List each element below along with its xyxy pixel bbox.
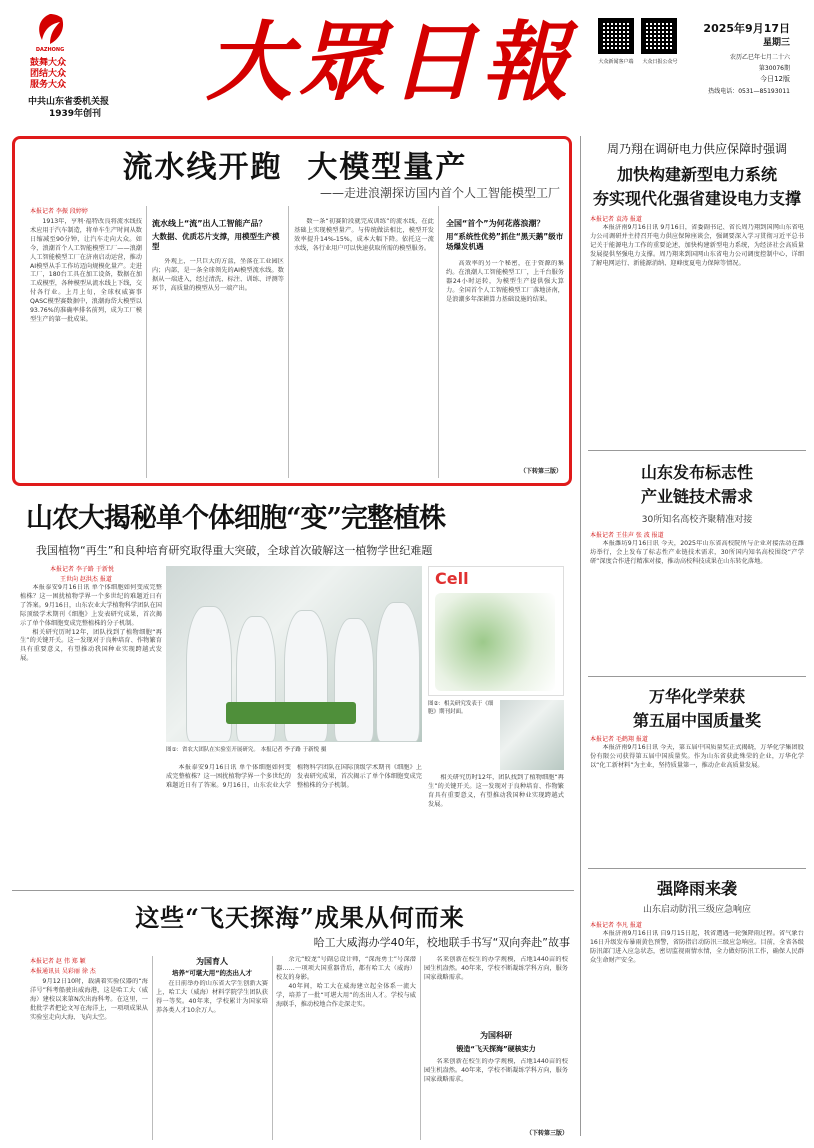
issue-number: 第30076期 (758, 65, 790, 72)
lead-col4: 高效率的另一个秘密，在于资源的集约。在浪潮人工智能模型工厂，上千台服务器24小时运转，为模型生产提供强大算力。全国首个人工智能模型工厂落地济南，是浪潮多年深耕算力基础设施的结果。 (446, 260, 564, 303)
date: 2025年9月17日 (703, 22, 790, 35)
right-quality-headline-2: 第五届中国质量奖 (632, 711, 761, 730)
right-mid-headline-2: 产业链技术需求 (640, 487, 753, 506)
bottom-col5-title: 为国科研 (480, 1031, 512, 1040)
bottom-col2-subtitle: 培养“可堪大用”的杰出人才 (171, 969, 253, 977)
slogan-1: 鼓舞大众 (30, 58, 67, 68)
right-mid-subheadline: 30所知名高校齐聚精准对接 (641, 515, 753, 525)
bottom-col5-top: 名来创新在校生的办学规模，占地1440亩的校园生机盎然。40年来，学校不断凝练学科方向，服务国家战略需求。 (424, 956, 568, 981)
bottom-continued[interactable]: （下转第三版） (525, 1130, 568, 1137)
agri-byline: 本报记者 李子路 于新悦 (50, 566, 114, 573)
lead-col4-subtitle: 用“系统性优势”抓住“黑天鹅”级市场爆发机遇 (446, 232, 564, 251)
cell-plant-image (435, 593, 555, 691)
right-mid-headline-1: 山东发布标志性 (640, 463, 753, 482)
lead-col2-subtitle: 大数据、优质芯片支撑，用模型生产模型 (152, 232, 280, 251)
bottom-col2-title: 为国育人 (196, 957, 228, 966)
right-top-byline: 本报记者 袁涛 报道 (590, 216, 642, 223)
qr-code-app-icon[interactable] (598, 18, 634, 54)
bottom-byline: 本报记者 赵 伟 郑 颖 (30, 958, 86, 965)
bottom-byline-2: 本报通讯员 吴彩丽 徐 杰 (30, 968, 96, 975)
right-rain-headline: 强降雨来袭 (656, 879, 737, 898)
lead-headline: 流水线开跑 大模型量产 (122, 150, 468, 185)
lead-continued[interactable]: （下转第三版） (519, 468, 562, 475)
researcher-portrait[interactable] (500, 700, 564, 770)
agri-body: 本报泰安9月16日讯 单个体细胞如何变成完整植株？这一困扰植物学界一个多世纪的难题近日有了答案。9月16日，山东农业大学植物科学团队在国际顶级学术期刊《细胞》上发表研究成果，首次揭示了单个体细胞变成完整植株的分子机制。 相关研究历时12年，团队找到了植物细胞“再生”的关键开关。这一发现对于良种培育、作物繁育具有重要意义，有望推动我国种业实现跨越式发展。 (20, 584, 162, 663)
right-rain-subheadline: 山东启动防汛三级应急响应 (642, 905, 751, 915)
weekday: 星期三 (762, 38, 790, 48)
qr-code-wechat-icon[interactable] (641, 18, 677, 54)
agri-byline-2: 王世向 赵洪杰 报道 (60, 576, 112, 583)
lead-col3: 数一条“初赛阶段就完成训练”的流水线，在此基础上实现模型量产。与传统做法相比，模型开发效率提升14%-15%，成本大幅下降。依托这一流水线，各行业用户可以快速获取所需的模型服务。 (294, 218, 434, 252)
founded: 1939年创刊 (48, 109, 102, 119)
hotline: 热线电话：0531—85193011 (708, 88, 790, 95)
right-mid-byline: 本报记者 王佳声 张 波 报道 (590, 532, 664, 539)
masthead-logo: 大眾日報 (206, 12, 574, 113)
agri-body-mid: 本报泰安9月16日讯 单个体细胞如何变成完整植株？这一困扰植物学界一个多世纪的难题近日有了答案。9月16日，山东农业大学植物科学团队在国际顶级学术期刊《细胞》上发表研究成果，首次揭示了单个体细胞变成完整植株的分子机制。 (166, 764, 422, 789)
qr-label-app: 大众新闻客户端 (598, 59, 634, 65)
newspaper-emblem-icon (32, 12, 68, 46)
right-top-headline-2: 夯实现代化强省建设电力支撑 (592, 189, 801, 208)
right-top-kicker: 周乃翔在调研电力供应保障时强调 (606, 142, 787, 156)
inset-caption: 图②：相关研究发表于《细胞》期刊封面。 (428, 701, 494, 715)
right-rain-byline: 本报记者 李凡 报道 (590, 922, 642, 929)
researcher-figure (376, 602, 420, 742)
emblem-label: DAZHONG (35, 47, 65, 53)
slogan-2: 团结大众 (30, 69, 67, 79)
slogans (30, 58, 78, 91)
agri-subheadline: 我国植物“再生”和良种培育研究取得重大突破，全球首次破解这一植物学世纪难题 (36, 544, 433, 557)
slogan-3: 服务大众 (30, 80, 67, 90)
lead-byline: 本报记者 李振 段婷婷 (30, 208, 88, 215)
cell-journal-cover[interactable] (428, 566, 564, 696)
right-top-body: 本报济南9月16日讯 9月16日，省委副书记、省长周乃翔到国网山东省电力公司调研并主持召开电力供应保障座谈会，强调要深入学习贯彻习近平总书记关于能源电力工作的重要论述，加快构建新型电力系统，为经济社会高质量发展提供坚强电力支撑。周乃翔来到国网山东省电力公司调度控制中心，详细了解电网运行、新能源消纳、迎峰度夏电力保障等情况。 (590, 224, 804, 267)
lunar-date: 农历乙巳年七月二十六 (729, 54, 790, 61)
right-mid-body: 本报潍坊9月16日讯 今天，2025年山东省高校院所与企业对接活动在潍坊举行，会上发布了标志性产业链技术需求，30所国内知名高校围绕“产学研”深度合作进行精准对接，推动高校科技成果在山东转化落地。 (590, 540, 804, 565)
lead-col2: 外观上，一只巨大的方盒，坐落在工业园区内；内部，是一条全球领先的AI模型流水线。数据从一端进入，经过清洗、标注、训练、评测等环节，高质量的模型从另一端产出。 (152, 258, 284, 292)
qr-label-wechat: 大众日报公众号 (642, 59, 678, 65)
agri-headline: 山农大揭秘单个体细胞“变”完整植株 (26, 503, 446, 534)
seedling-tray (226, 702, 356, 724)
right-quality-body: 本报济南9月16日讯 今天，第五届中国质量奖正式揭晓，万华化学集团股份有限公司获得第五届中国质量奖。作为山东省获此殊荣的企业，万华化学以“化工新材料”为主业，坚持质量第一，推动企业高质量发展。 (590, 744, 804, 769)
bottom-col2: 在日前举办的山东省大学生创新大赛上，哈工大（威海）材料学院学生团队获得一等奖。40年来，学校累计为国家培养各类人才10余万人。 (156, 980, 268, 1014)
bottom-headline: 这些“飞天探海”成果从何而来 (135, 903, 465, 932)
bottom-col5: 名来创新在校生的办学规模，占地1440亩的校园生机盎然。40年来，学校不断凝练学科方向，服务国家战略需求。 (424, 1058, 568, 1083)
right-quality-byline: 本报记者 毛鹤翔 报道 (590, 736, 648, 743)
right-top-headline-1: 加快构建新型电力系统 (616, 165, 777, 184)
right-rain-body: 本报济南9月16日讯 自9月15日起，我省遭遇一轮强降雨过程。省气象台16日升级发布暴雨黄色预警，省防指启动防汛三级应急响应。目前，全省各级防汛部门进入应急状态，密切监视雨情水情，全力做好防汛工作，确保人民群众生命财产安全。 (590, 930, 804, 964)
publisher: 中共山东省委机关报 (28, 97, 110, 107)
bottom-subheadline: 哈工大威海办学40年，校地联手书写“双向奔赴”故事 (313, 936, 570, 949)
lead-col4-title: 全国“首个”为何花落浪潮？ (446, 219, 545, 228)
lead-subheadline: ——走进浪潮探访国内首个人工智能模型工厂 (319, 186, 560, 200)
page-count: 今日12版 (760, 75, 790, 83)
bottom-col1: 9月12日10时，载满着实验仪器的“海洋号”科考船驶出威海港，这是哈工大（威海）建校以来第N次出海科考。在这里，一批批学者把论文写在海洋上，一项项成果从实验室走向大海、飞向太空。 (30, 978, 148, 1021)
right-quality-headline-1: 万华化学荣获 (648, 687, 745, 706)
lab-photo-caption: 图①：省农大团队在实验室开展研究。 本报记者 李子路 于新悦 摄 (166, 747, 327, 753)
masthead (0, 0, 814, 130)
bottom-col5-subtitle: 锻造“飞天探海”硬核实力 (456, 1045, 536, 1053)
agri-body-right: 相关研究历时12年，团队找到了植物细胞“再生”的关键开关。这一发现对于良种培育、作物繁育具有重要意义，有望推动我国种业实现跨越式发展。 (428, 774, 564, 808)
bottom-col3: 余元“蛟龙”号副总设计师，“深海勇士”号深潜器……一项项大国重器背后，都有哈工大（威海）校友的身影。 40年间，哈工大在威海建立起全体系一流大学，培养了一批“可堪大用”的杰出人才。学校与威海联手，推动校地合作走深走实。 (276, 956, 416, 1008)
lab-photo[interactable] (166, 566, 422, 742)
lead-col2-title: 流水线上“流”出人工智能产品？ (152, 219, 267, 228)
cell-journal-label: Cell (435, 569, 469, 588)
lead-col1: 1913年，亨利·福特改良将流水线技术应用于汽车制造，将单车生产时间从数日缩减至90分钟，让汽车走向大众。如今，浪潮首个人工智能模型工厂——浪潮人工智能模型工厂在济南启动运营，推动AI模型从手工作坊迈向规模化量产。走进工厂，180台工具在加工设备，数据在加工成模型，各种模型从流水线上下线，交付各行业。上月上旬，全球权威赛事QASC模型赛数据中，浪潮海岱大模型以93.76%的准确率排名前列，成为工厂模型生产的第一批成果。 (30, 218, 142, 323)
